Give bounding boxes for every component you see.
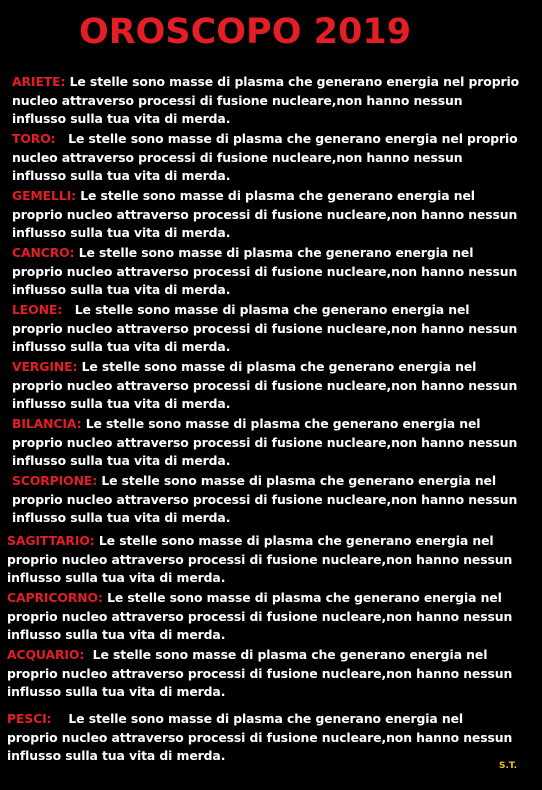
sign-label: TORO: xyxy=(12,131,56,146)
page-title: OROSCOPO 2019 xyxy=(78,12,412,52)
sign-label: VERGINE: xyxy=(12,359,78,374)
sign-label: LEONE: xyxy=(12,302,63,317)
label-gap xyxy=(62,302,75,317)
sign-text: Le stelle sono masse di plasma che generano energia nel proprio nucleo attraverso processi di fusione nucleare,non hanno nessun influsso sulla tua vita di merda. xyxy=(12,359,518,412)
sign-label: ACQUARIO: xyxy=(7,647,85,662)
sign-text: Le stelle sono masse di plasma che generano energia nel proprio nucleo attraverso processi di fusione nucleare,non hanno nessun influsso sulla tua vita di merda. xyxy=(7,647,513,700)
sign-label: CANCRO: xyxy=(12,245,75,260)
sign-text: Le stelle sono masse di plasma che generano energia nel proprio nucleo attraverso processi di fusione nucleare,non hanno nessun influsso sulla tua vita di merda. xyxy=(7,711,513,764)
horoscope-entry-scorpione xyxy=(12,472,520,528)
sign-text: Le stelle sono masse di plasma che generano energia nel proprio nucleo attraverso processi di fusione nucleare,non hanno nessun influsso sulla tua vita di merda. xyxy=(12,416,518,469)
horoscope-entry-leone xyxy=(12,301,520,357)
label-gap xyxy=(84,647,92,662)
horoscope-entry-sagittario xyxy=(7,532,515,588)
sign-label: CAPRICORNO: xyxy=(7,590,103,605)
label-gap xyxy=(52,711,69,726)
label-gap xyxy=(56,131,69,146)
sign-label: GEMELLI: xyxy=(12,188,76,203)
author-signature: S.T. xyxy=(499,761,518,771)
horoscope-entry-pesci xyxy=(7,710,515,766)
sign-label: SAGITTARIO: xyxy=(7,533,95,548)
horoscope-entry-acquario xyxy=(7,646,515,702)
sign-label: PESCI: xyxy=(7,711,52,726)
sign-label: BILANCIA: xyxy=(12,416,82,431)
horoscope-entry-vergine xyxy=(12,358,520,414)
horoscope-entry-ariete xyxy=(12,73,520,129)
sign-label: ARIETE: xyxy=(12,74,66,89)
horoscope-entry-cancro xyxy=(12,244,520,300)
sign-text: Le stelle sono masse di plasma che generano energia nel proprio nucleo attraverso processi di fusione nucleare,non hanno nessun influsso sulla tua vita di merda. xyxy=(7,533,513,586)
sign-text: Le stelle sono masse di plasma che generano energia nel proprio nucleo attraverso processi di fusione nucleare,non hanno nessun influsso sulla tua vita di merda. xyxy=(12,473,518,526)
sign-text: Le stelle sono masse di plasma che generano energia nel proprio nucleo attraverso processi di fusione nucleare,non hanno nessun influsso sulla tua vita di merda. xyxy=(12,245,518,298)
sign-text: Le stelle sono masse di plasma che generano energia nel proprio nucleo attraverso processi di fusione nucleare,non hanno nessun influsso sulla tua vita di merda. xyxy=(12,302,518,355)
horoscope-entry-gemelli xyxy=(12,187,520,243)
sign-label: SCORPIONE: xyxy=(12,473,98,488)
sign-text: Le stelle sono masse di plasma che generano energia nel proprio nucleo attraverso processi di fusione nucleare,non hanno nessun influsso sulla tua vita di merda. xyxy=(12,131,518,184)
sign-text: Le stelle sono masse di plasma che generano energia nel proprio nucleo attraverso processi di fusione nucleare,non hanno nessun influsso sulla tua vita di merda. xyxy=(12,188,518,241)
horoscope-entry-capricorno xyxy=(7,589,515,645)
sign-text: Le stelle sono masse di plasma che generano energia nel proprio nucleo attraverso processi di fusione nucleare,non hanno nessun influsso sulla tua vita di merda. xyxy=(7,590,513,643)
sign-text: Le stelle sono masse di plasma che generano energia nel proprio nucleo attraverso processi di fusione nucleare,non hanno nessun influsso sulla tua vita di merda. xyxy=(12,74,520,127)
horoscope-entry-toro xyxy=(12,130,520,186)
horoscope-entry-bilancia xyxy=(12,415,524,471)
